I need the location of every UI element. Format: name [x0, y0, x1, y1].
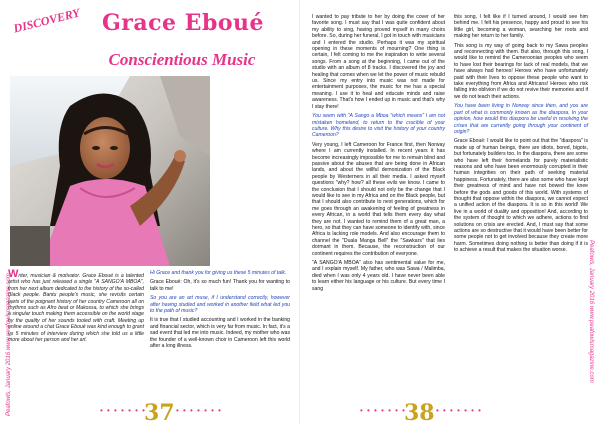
- page-number-left: 37: [144, 400, 175, 424]
- decorative-dots: • • • • • • •: [176, 406, 222, 415]
- article-subtitle: Conscientious Music: [108, 50, 256, 69]
- section-label: DISCOVERY: [12, 5, 82, 36]
- drop-cap: W: [8, 268, 19, 280]
- answer: Grace Eboué: I would like to point out that the "diaspora" is made up of human beings, there are idiots, bored, bigots, but fortunately builders too. In the diaspora, there are some who have left their homelands for purely materialistic reasons and who have been enormously corrupted in their human integrities on their path of seeking material happiness. Fortunately, there are also some who have kept their greatness of mind and have not bowed the knee before the gods and goods of this world. With systems of thought that oppose within the diaspora, we cannot expect a unified action of the diaspora. It is so in this world! We live in a world of duality and opposition! And, according to the system of thought to which we adhere, actions to find solutions on crisis are erected. And, I must say that some actions are so destructive that it would have been better for some people not to get involved because they create more harm. Sometimes doing nothing is better than doing if it is to achieve a result that makes the situation worse.: [454, 138, 588, 254]
- question: You have been living in Norway since then, and you are part of what is commonly known as the diaspora. In your opinion, how would this diaspora be useful in resolving the crises that are currently going through your continent of origin?: [454, 103, 588, 135]
- side-footer-left: Peafowls, January 2016 www.peafowlsmagazine.com: [6, 273, 12, 416]
- page-right: [300, 0, 600, 424]
- side-footer-right: Peafowls, January 2016 www.peafowlsmagazine.com: [588, 240, 594, 383]
- answer: This song is my way of going back to my Sawa peoples and reconnecting with them. But also, through this song, I would like to remind the Cameroonian peoples who seem to have lost their bearings for lack of real models, that we have always had heroes! Heroes who have unfortunately paid with their lives to oppose these people who want to take everything from Africa and Africans! Heroes who risk falling into oblivion if we do not revive their memories and if we do not teach their actions.: [454, 42, 588, 100]
- answer: Very young, I left Cameroon for France first, then Norway where I am currently installed. In recent years it has become increasingly impossible for me to remain blind and passive about the abuses that are being done in African lands, and about the willful demonization of the Black people by Westerners in all their media. I asked myself questions "why? how? all these evils we know. I came to the conclusion that I should not only be the change that I would like to see in my Africa and on the Black people, but that I should also contribute to next generations, which for me goes through an awakening of feeling of greatness in every African, in a world that tells them every day what they are not. I wanted to remind them of a great man, a hero, so that they can have someone to identify with, since Africa is lacking role models. And also encourage them to channel the "Duala Manga Bell" the "Sawkars" that lies dormant in them. Because, the reconstruction of our continent requires the contribution of everyone.: [312, 141, 445, 257]
- artist-name-title: Grace Eboué: [101, 10, 264, 36]
- page-number-right: 38: [404, 400, 435, 424]
- question: You seem with "A Sango a Mboa "which means" I am not mistaken homeland, to return to the crucible of your culture. Why this desire to visit the history of your country Cameroon?: [312, 113, 445, 139]
- question: Hi Grace and thank you for giving us these 5 minutes of talk.: [150, 270, 287, 276]
- interview-column-left: [150, 270, 290, 352]
- interview-column-right-1: [312, 14, 445, 295]
- decorative-dots: • • • • • • •: [100, 406, 146, 415]
- interview-column-right-2: [454, 14, 588, 257]
- question: So you are an art muse, if I understand correctly, however after having studied and worked in another field what led you to the path of music?: [150, 295, 290, 315]
- decorative-dots: • • • • • • •: [436, 406, 482, 415]
- artist-photo: [10, 76, 210, 266]
- answer: It is true that I studied accounting and I worked in the banking and financial sector, which is very far from music. In fact, it's a sad event that led me into music. Indeed, my mother who was the founder of a well-known choir in Cameroon left this world after a long illness.: [150, 317, 290, 350]
- intro-text: riter, musician & motivator. Grace Eboué is a talented artist who has just released a single "A SANGO'A MBOA", from her next album dedicated to the history of the so-called Black people. Bantu people's music, she revisits certain parts of the poignant history of her country Cameroon all on rhythms such as Afro beat or Makossa, to which she brings a singular touch making them accessible on the world stage by the quality of her sounds tooled with craft. Meeting up online around a chat Grace Eboué was kind enough to grant us 5 minutes of interview during which she told us a little more about her person and her art.: [8, 273, 144, 344]
- answer: "A SANGO'A MBOA" also has sentimental value for me, and I explain myself. My father, who was Sawa / Malimba, died when I was only 4 years old. I have never been able to learn either his language or his culture. But every time I sang: [312, 260, 445, 292]
- answer: this song, I felt like if I turned around, I would see him behind me. I felt his presence, happy and proud to see his little girl, becoming a woman, searching her roots and making her return to her family.: [454, 14, 588, 40]
- answer: I wanted to pay tribute to her by doing the cover of her favorite song. I must say that I was quite confident about my ability to sing, having proved myself in many choirs before. So, during her funeral, I got in touch with musicians and I entered the studio. Perhaps it was my spiritual opening in these moments of mourning? One thing is certain, I felt coming to me the inspiration to write several songs. From a song at the beginning, I came out of the studio with an album of 8 tracks. I discovered the joy and healing that comes when we let the power of music rebuild us. Since my entry into music was not made for entertainment purposes, the music for me has a special meaning. I use it to heal and educate minds and raise awareness. That's how I ended up in music and that's why I stay there!: [312, 14, 445, 110]
- intro-paragraph: [8, 270, 144, 343]
- decorative-dots: • • • • • • •: [360, 406, 406, 415]
- answer: Grace Eboué: Oh, it's so much fun! Thank you for wanting to talk to me!: [150, 279, 290, 292]
